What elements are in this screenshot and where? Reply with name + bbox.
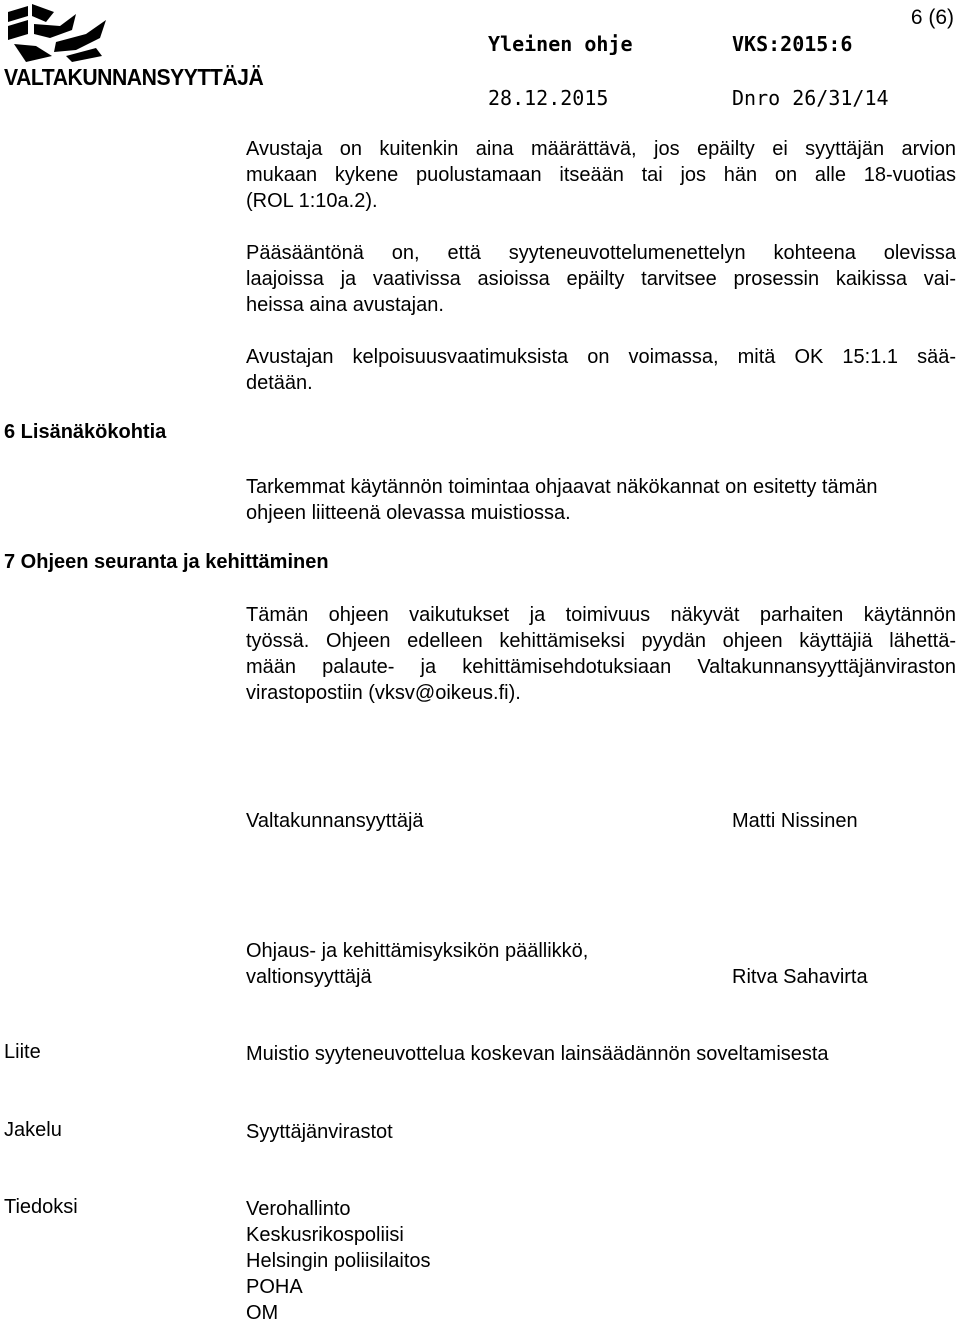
list-item: POHA (246, 1276, 303, 1298)
paragraph-line: Avustajan kelpoisuusvaatimuksista on voimassa, mitä OK 15:1.1 sää- (246, 346, 956, 368)
paragraph-line: mukaan kykene puolustamaan itseään tai jos hän on alle 18-vuotias (246, 164, 956, 186)
distribution-value: Syyttäjänvirastot (246, 1121, 393, 1143)
signatory-title-2 (246, 938, 588, 990)
paragraph-5 (246, 602, 956, 706)
paragraph-line: detään. (246, 372, 313, 394)
distribution-label: Jakelu (4, 1119, 62, 1141)
list-item: Verohallinto (246, 1198, 351, 1220)
paragraph-line: heissa aina avustajan. (246, 294, 444, 316)
doc-code: VKS:2015:6 (732, 32, 853, 56)
paragraph-2 (246, 240, 956, 318)
paragraph-line: (ROL 1:10a.2). (246, 190, 378, 212)
paragraph-line: Pääsääntönä on, että syyteneuvottelumenettelyn kohteena olevissa (246, 242, 956, 264)
logo-mark (6, 4, 106, 64)
paragraph-line: ohjeen liitteenä olevassa muistiossa. (246, 502, 571, 524)
doc-date: 28.12.2015 (488, 86, 609, 110)
signatory-name-2: Ritva Sahavirta (732, 966, 868, 988)
list-item: Helsingin poliisilaitos (246, 1250, 431, 1272)
paragraph-1 (246, 136, 956, 214)
signatory-title-1: Valtakunnansyyttäjä (246, 810, 424, 832)
paragraph-4 (246, 474, 956, 526)
section-heading-6: 6 Lisänäkökohtia (4, 421, 167, 443)
list-item: OM (246, 1302, 279, 1324)
paragraph-line: Tarkemmat käytännön toimintaa ohjaavat näkökannat on esitetty tämän (246, 476, 878, 498)
paragraph-line: laajoissa ja vaativissa asioissa epäilty tarvitsee prosessin kaikissa vai- (246, 268, 956, 290)
for-information-label: Tiedoksi (4, 1196, 78, 1218)
signatory-title-line: Ohjaus- ja kehittämisyksikön päällikkö, (246, 940, 589, 962)
paragraph-line: Tämän ohjeen vaikutukset ja toimivuus näkyvät parhaiten käytännön (246, 604, 956, 626)
paragraph-line: Avustaja on kuitenkin aina määrättävä, jos epäilty ei syyttäjän arvion (246, 138, 956, 160)
signatory-title-line: valtionsyyttäjä (246, 966, 372, 988)
page-number: 6 (6) (910, 6, 954, 29)
paragraph-line: työssä. Ohjeen edelleen kehittämiseksi pyydän ohjeen käyttäjiä lähettä- (246, 630, 956, 652)
paragraph-line: virastopostiin (vksv@oikeus.fi). (246, 682, 521, 704)
attachment-label: Liite (4, 1041, 41, 1063)
logo-text: VALTAKUNNANSYYTTÄJÄ (4, 64, 264, 90)
for-information-list (246, 1196, 431, 1326)
paragraph-3 (246, 344, 956, 396)
signatory-name-1: Matti Nissinen (732, 810, 858, 832)
list-item: Keskusrikospoliisi (246, 1224, 404, 1246)
section-heading-7: 7 Ohjeen seuranta ja kehittäminen (4, 551, 329, 573)
attachment-value: Muistio syyteneuvottelua koskevan lainsäädännön soveltamisesta (246, 1043, 829, 1065)
doc-type: Yleinen ohje (488, 32, 633, 56)
paragraph-line: mään palaute- ja kehittämisehdotuksiaan Valtakunnansyyttäjänviraston (246, 656, 956, 678)
doc-dnro: Dnro 26/31/14 (732, 86, 889, 110)
